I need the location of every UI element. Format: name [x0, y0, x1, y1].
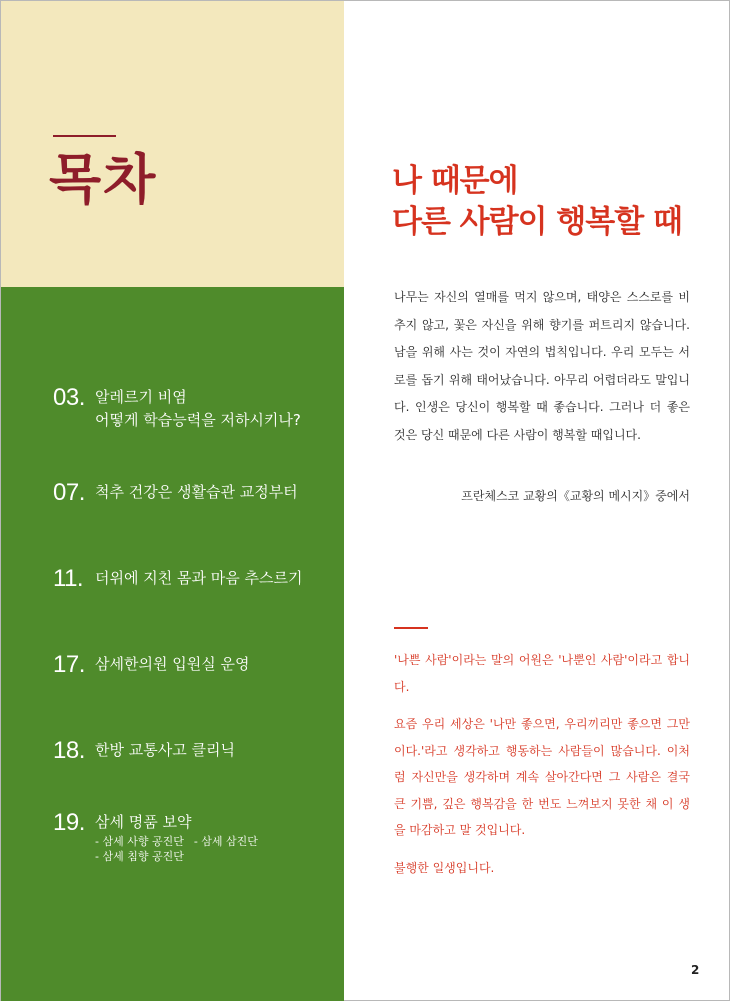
toc-item-18[interactable]: [53, 737, 235, 765]
toc-item-line: 어떻게 학습능력을 저하시키나?: [95, 411, 301, 429]
toc-sub-item: - 삼세 침향 공진단: [95, 850, 184, 863]
note-paragraph: 요즘 우리 세상은 '나만 좋으면, 우리끼리만 좋으면 그만이다.'라고 생각하고 행동하는 사람들이 많습니다. 이처럼 자신만을 생각하며 계속 살아간다면 그 사람은 결국 큰 기쁨, 깊은 행복감을 한 번도 느껴보지 못한 채 이 생을 마감하고 말 것입니다.: [394, 717, 690, 837]
headline-line: 다른 사람이 행복할 때: [392, 204, 682, 240]
toc-item-number: 19.: [53, 809, 85, 836]
note-rule: [394, 627, 428, 629]
toc-column: [1, 1, 344, 1001]
article-source: 프란체스코 교황의《교황의 메시지》중에서: [461, 489, 690, 503]
toc-header-panel: [1, 1, 344, 287]
toc-item-number: 18.: [53, 737, 85, 764]
toc-item-text: [95, 384, 301, 432]
toc-item-11[interactable]: [53, 565, 302, 593]
toc-item-line: 알레르기 비염: [95, 388, 187, 406]
toc-item-number: 07.: [53, 479, 85, 506]
article-body: 나무는 자신의 열매를 먹지 않으며, 태양은 스스로를 비추지 않고, 꽃은 자신을 위해 향기를 퍼트리지 않습니다. 남을 위해 사는 것이 자연의 법칙입니다. 우리 모두는 서로를 돕기 위해 태어났습니다. 아무리 어렵더라도 말입니다. 인생은 당신이 행복할 때 좋습니다. 그러나 더 좋은 것은 당신 때문에 다른 사람이 행복할 때입니다.: [394, 290, 690, 442]
note-paragraph: '나쁜 사람'이라는 말의 어원은 '나뿐인 사람'이라고 합니다.: [394, 653, 690, 694]
toc-sub-list: [95, 849, 268, 864]
toc-item-number: 17.: [53, 651, 85, 678]
toc-item-line: 삼세 명품 보약: [95, 813, 192, 831]
toc-item-17[interactable]: [53, 651, 249, 679]
toc-item-line: 척추 건강은 생활습관 교정부터: [95, 483, 298, 501]
headline-line: 나 때문에: [392, 163, 518, 199]
toc-item-07[interactable]: [53, 479, 298, 507]
toc-sub-item: - 삼세 사향 공진단: [95, 835, 184, 848]
toc-title: 목차: [49, 148, 158, 211]
toc-item-number: 03.: [53, 384, 85, 411]
toc-sub-list: [95, 834, 268, 849]
toc-sub-item: - 삼세 삼진단: [193, 835, 258, 848]
note-paragraph: 불행한 일생입니다.: [394, 860, 495, 875]
toc-item-line: 한방 교통사고 클리닉: [95, 741, 235, 759]
toc-item-03[interactable]: [53, 384, 301, 432]
toc-item-line: 더위에 지친 몸과 마음 추스르기: [95, 569, 303, 587]
article-headline: [392, 161, 682, 243]
title-rule: [53, 135, 116, 137]
toc-item-text: [95, 809, 268, 864]
toc-item-number: 11.: [53, 565, 84, 592]
toc-item-line: 삼세한의원 입원실 운영: [95, 655, 250, 673]
page-number: 2: [691, 963, 700, 977]
note-block: [394, 647, 690, 892]
toc-item-19[interactable]: [53, 809, 268, 864]
